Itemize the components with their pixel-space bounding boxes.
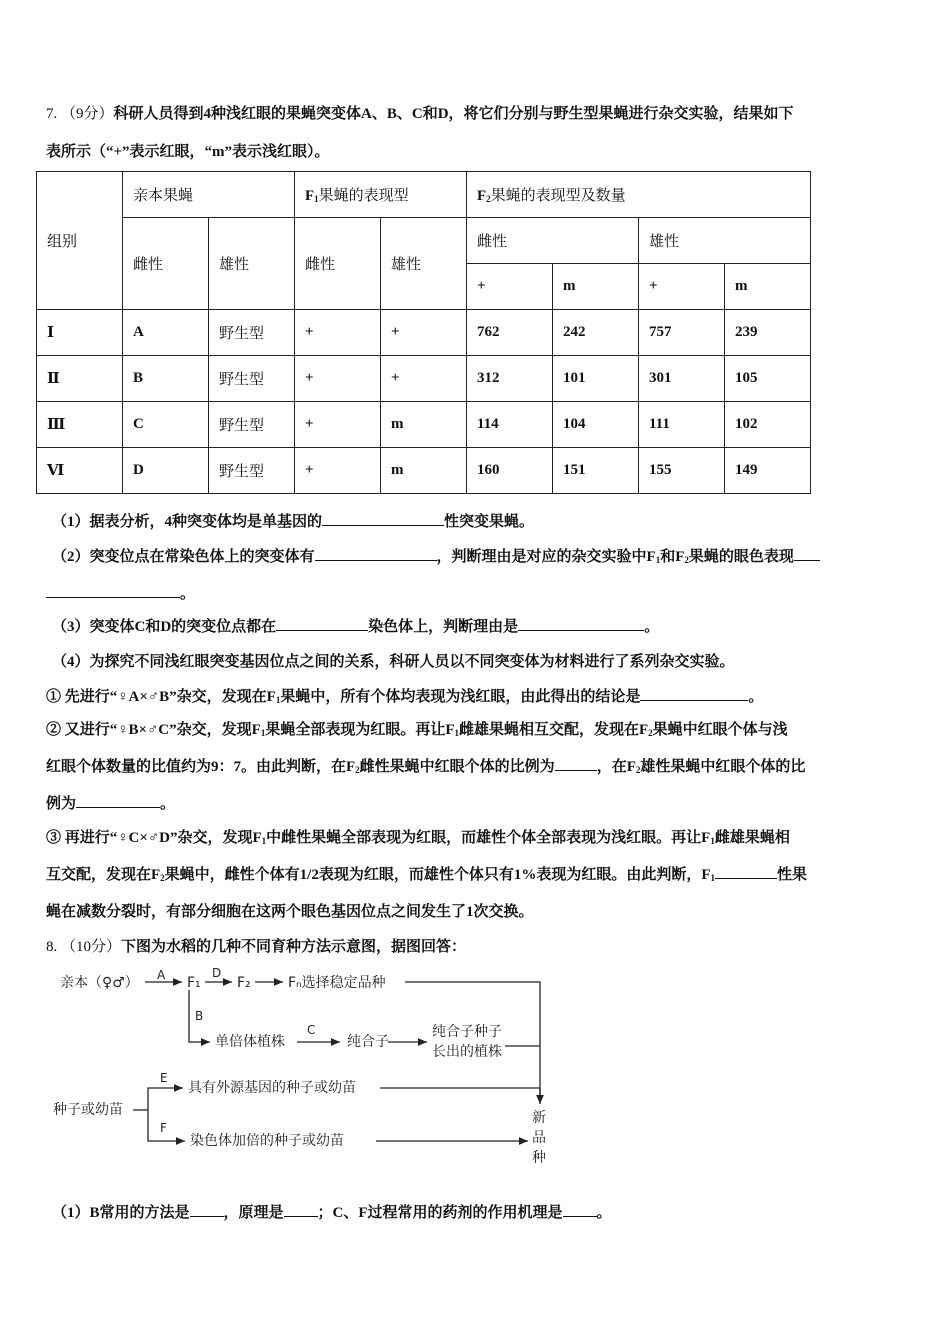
cell-f2-male-plus: 111 (639, 402, 725, 448)
header-f2: $F_2$果蝇的表现型及数量 (467, 172, 811, 218)
cell-f2-female-plus: 312 (467, 356, 553, 402)
diagram-homo-seed-1: 纯合子种子 (432, 1024, 502, 1040)
header-f2-male-m: m (725, 264, 811, 310)
q7-case3-line3 (46, 900, 534, 921)
answer-blank[interactable] (518, 616, 644, 631)
arrow-e (148, 1088, 183, 1110)
cell-male-parent: 野生型 (209, 448, 295, 494)
q7-case3-text-2: 中雌性果蝇全部表现为红眼，而雄性个体全部表现为浅红眼。再让F (266, 830, 711, 846)
cell-f2-female-plus: 114 (467, 402, 553, 448)
q8-sub1-text: （1）B常用的方法是 (52, 1205, 190, 1221)
q7-case2-text-7: ，在F (596, 759, 636, 775)
table-row (37, 448, 811, 494)
header-f2-female-m: m (553, 264, 639, 310)
q7-sub3-text: （3）突变体C和D的突变位点都在 (52, 619, 277, 635)
answer-blank[interactable] (322, 511, 444, 526)
cell-f2-male-m: 239 (725, 310, 811, 356)
table-row (37, 356, 811, 402)
cell-female-parent: B (123, 356, 209, 402)
answer-blank[interactable] (555, 756, 597, 771)
q8-intro-text: 下图为水稻的几种不同育种方法示意图，据图回答： (121, 939, 467, 955)
cell-f1-male: m (381, 448, 467, 494)
q7-sub1 (52, 510, 534, 531)
q7-sub2-text-4: 果蝇的眼色表现 (688, 549, 794, 565)
q7-case3-text-6: 性果 (777, 867, 808, 883)
q8-number: 8. (46, 939, 58, 955)
q7-case3-text-7: 蝇在减数分裂时，有部分细胞在这两个眼色基因位点之间发生了1次交换。 (46, 904, 534, 920)
q7-sub2-text-3: 和F (660, 549, 685, 565)
q7-case1: ① 先进行“♀A×♂B”杂交，发现在$F_1$果蝇中，所有个体均表现为浅红眼，由此得出的结论是 。 (46, 685, 763, 706)
diagram-label-f: F (160, 1121, 167, 1135)
header-f2-male: 雄性 (639, 218, 811, 264)
diagram-f1: F₁ (187, 975, 201, 991)
q7-sub4-text: （4）为探究不同浅红眼突变基因位点之间的关系，科研人员以不同突变体为材料进行了系列杂交实验。 (52, 654, 735, 670)
table-row (37, 402, 811, 448)
q7-case3-text-5: 果蝇中，雌性个体有1/2表现为红眼，而雄性个体只有1%表现为红眼。由此判断，F (164, 867, 711, 883)
cell-female-parent: C (123, 402, 209, 448)
q7-sub2-text: （2）突变位点在常染色体上的突变体有 (52, 549, 315, 565)
q7-case2-line2: 红眼个体数量的比值约为9：7。由此判断，在$F_2$雌性果蝇中红眼个体的比例为 ，在$F_2$雄性果蝇中红眼个体的比 (46, 755, 805, 776)
cell-female-parent: D (123, 448, 209, 494)
q8-sub1-text-3: ；C、F过程常用的药剂的作用机理是 (317, 1205, 563, 1221)
q7-sub3-end: 。 (644, 619, 660, 635)
q7-case3-line1: ③ 再进行“♀C×♂D”杂交，发现$F_1$中雌性果蝇全部表现为红眼，而雄性个体全部表现为浅红眼。再让$F_1$雌雄果蝇相 (46, 830, 790, 846)
q7-sub2-end: 。 (180, 586, 196, 602)
cell-f2-female-plus: 762 (467, 310, 553, 356)
breeding-diagram (40, 962, 560, 1172)
cell-group: Ⅰ (37, 310, 123, 356)
answer-blank[interactable] (315, 546, 437, 561)
cell-f1-male: + (381, 356, 467, 402)
q7-number: 7. (46, 106, 58, 122)
q7-sub3-text-2: 染色体上，判断理由是 (368, 619, 519, 635)
diagram-fn: Fₙ选择稳定品种 (288, 975, 386, 991)
q7-case1-end: 。 (748, 689, 764, 705)
q7-case3-text-4: 互交配，发现在F (46, 867, 161, 883)
diagram-homo-seed-2: 长出的植株 (432, 1044, 502, 1060)
table-header-row-2 (37, 218, 811, 264)
diagram-label-a: A (157, 968, 166, 982)
diagram-parent: 亲本（♀♂） (60, 975, 139, 991)
q8-sub1-text-2: ，原理是 (223, 1205, 284, 1221)
answer-blank[interactable] (794, 546, 820, 561)
q7-sub4 (52, 650, 735, 671)
q7-case2-text: ② 又进行“♀B×♂C”杂交，发现F (46, 722, 261, 738)
cell-female-parent: A (123, 310, 209, 356)
cell-f2-female-plus: 160 (467, 448, 553, 494)
answer-blank[interactable] (190, 1202, 224, 1217)
table-header-row-1 (37, 172, 811, 218)
cell-group: Ⅱ (37, 356, 123, 402)
header-f1: $F_1$果蝇的表现型 (295, 172, 467, 218)
diagram-new-3: 种 (532, 1150, 546, 1166)
cell-f1-female: + (295, 356, 381, 402)
cell-f2-female-m: 151 (553, 448, 639, 494)
cell-f1-male: + (381, 310, 467, 356)
cell-f2-male-m: 149 (725, 448, 811, 494)
q7-case1-text-2: 果蝇中，所有个体均表现为浅红眼，由此得出的结论是 (280, 689, 641, 705)
header-parent-female: 雌性 (123, 218, 209, 310)
q7-intro-line1 (46, 102, 794, 123)
header-f2-male-plus: + (639, 264, 725, 310)
q7-case2-text-6: 雌性果蝇中红眼个体的比例为 (359, 759, 555, 775)
cell-male-parent: 野生型 (209, 356, 295, 402)
q7-case2-text-5: 红眼个体数量的比值约为9：7。由此判断，在F (46, 759, 356, 775)
q7-sub2-text-2: ，判断理由是对应的杂交实验中F (436, 549, 656, 565)
table-row (37, 310, 811, 356)
q8-sub1 (52, 1201, 612, 1222)
cell-group: Ⅲ (37, 402, 123, 448)
answer-blank[interactable] (284, 1202, 318, 1217)
diagram-seed: 种子或幼苗 (53, 1102, 123, 1118)
diagram-label-d: D (212, 966, 222, 980)
q7-case1-text: ① 先进行“♀A×♂B”杂交，发现在F (46, 689, 276, 705)
q7-case2-text-4: 果蝇中红眼个体与浅 (652, 722, 788, 738)
diagram-label-b: B (195, 1009, 204, 1023)
diagram-f2: F₂ (237, 975, 251, 991)
diagram-foreign: 具有外源基因的种子或幼苗 (188, 1080, 356, 1096)
cell-f2-male-m: 105 (725, 356, 811, 402)
answer-blank[interactable] (46, 583, 180, 598)
q7-sub1-text-2: 性突变果蝇。 (444, 514, 535, 530)
header-group: 组别 (37, 172, 123, 310)
q7-case3-line2: 互交配，发现在$F_2$果蝇中，雌性个体有1/2表现为红眼，而雄性个体只有1%表现为红眼。由此判断，$F_1$ 性果 (46, 863, 807, 884)
q7-sub3 (52, 615, 659, 636)
q7-results-table (36, 171, 811, 494)
q7-intro-text-2: 表所示（“+”表示红眼，“m”表示浅红眼）。 (46, 144, 330, 160)
cell-f1-female: + (295, 310, 381, 356)
header-f1-male: 雄性 (381, 218, 467, 310)
q7-case2-end: 。 (160, 796, 176, 812)
cell-f2-male-plus: 757 (639, 310, 725, 356)
cell-male-parent: 野生型 (209, 310, 295, 356)
header-f2-female-plus: + (467, 264, 553, 310)
cell-f2-female-m: 104 (553, 402, 639, 448)
diagram-label-c: C (307, 1023, 316, 1037)
q7-sub2: （2）突变位点在常染色体上的突变体有 ，判断理由是对应的杂交实验中$F_1$和$F_2$果蝇的眼色表现 (52, 545, 820, 566)
q7-sub2-cont (46, 582, 195, 603)
q7-case2-text-9: 例为 (46, 796, 77, 812)
cell-f1-female: + (295, 402, 381, 448)
diagram-homozygote: 纯合子 (347, 1034, 389, 1050)
diagram-label-e: E (160, 1071, 168, 1085)
diagram-doubled: 染色体加倍的种子或幼苗 (190, 1133, 344, 1149)
cell-f2-male-plus: 301 (639, 356, 725, 402)
q7-case3-text-3: 雌雄果蝇相 (714, 830, 790, 846)
q7-case2-line1: ② 又进行“♀B×♂C”杂交，发现$F_1$果蝇全部表现为红眼。再让$F_1$雌雄果蝇相互交配，发现在$F_2$果蝇中红眼个体与浅 (46, 722, 788, 738)
q7-intro-line2 (46, 140, 330, 161)
q7-case2-line3 (46, 792, 175, 813)
cell-f2-male-plus: 155 (639, 448, 725, 494)
cell-f2-female-m: 242 (553, 310, 639, 356)
cell-male-parent: 野生型 (209, 402, 295, 448)
header-f2-female: 雌性 (467, 218, 639, 264)
cell-f1-male: m (381, 402, 467, 448)
diagram-new-2: 品 (532, 1130, 546, 1146)
q8-intro (46, 935, 466, 956)
q7-sub1-text: （1）据表分析，4种突变体均是单基因的 (52, 514, 323, 530)
q7-intro-text: 科研人员得到4种浅红眼的果蝇突变体A、B、C和D，将它们分别与野生型果蝇进行杂交实验，结果如下 (113, 106, 794, 122)
answer-blank[interactable] (563, 1202, 597, 1217)
q7-case3-text: ③ 再进行“♀C×♂D”杂交，发现F (46, 830, 262, 846)
q7-case2-text-3: 雌雄果蝇相互交配，发现在F (458, 722, 649, 738)
q7-case2-text-2: 果蝇全部表现为红眼。再让F (265, 722, 455, 738)
header-f1-female: 雌性 (295, 218, 381, 310)
answer-blank[interactable] (640, 686, 748, 701)
answer-blank[interactable] (276, 616, 368, 631)
cell-f2-female-m: 101 (553, 356, 639, 402)
q7-score: （9分） (61, 106, 114, 122)
header-parent: 亲本果蝇 (123, 172, 295, 218)
q7-case2-text-8: 雄性果蝇中红眼个体的比 (640, 759, 806, 775)
cell-f1-female: + (295, 448, 381, 494)
diagram-new-1: 新 (532, 1110, 546, 1126)
answer-blank[interactable] (76, 793, 160, 808)
header-parent-male: 雄性 (209, 218, 295, 310)
diagram-haploid: 单倍体植株 (215, 1034, 285, 1050)
cell-group: Ⅵ (37, 448, 123, 494)
q8-sub1-end: 。 (596, 1205, 612, 1221)
cell-f2-male-m: 102 (725, 402, 811, 448)
q8-score: （10分） (61, 939, 122, 955)
answer-blank[interactable] (715, 864, 777, 879)
